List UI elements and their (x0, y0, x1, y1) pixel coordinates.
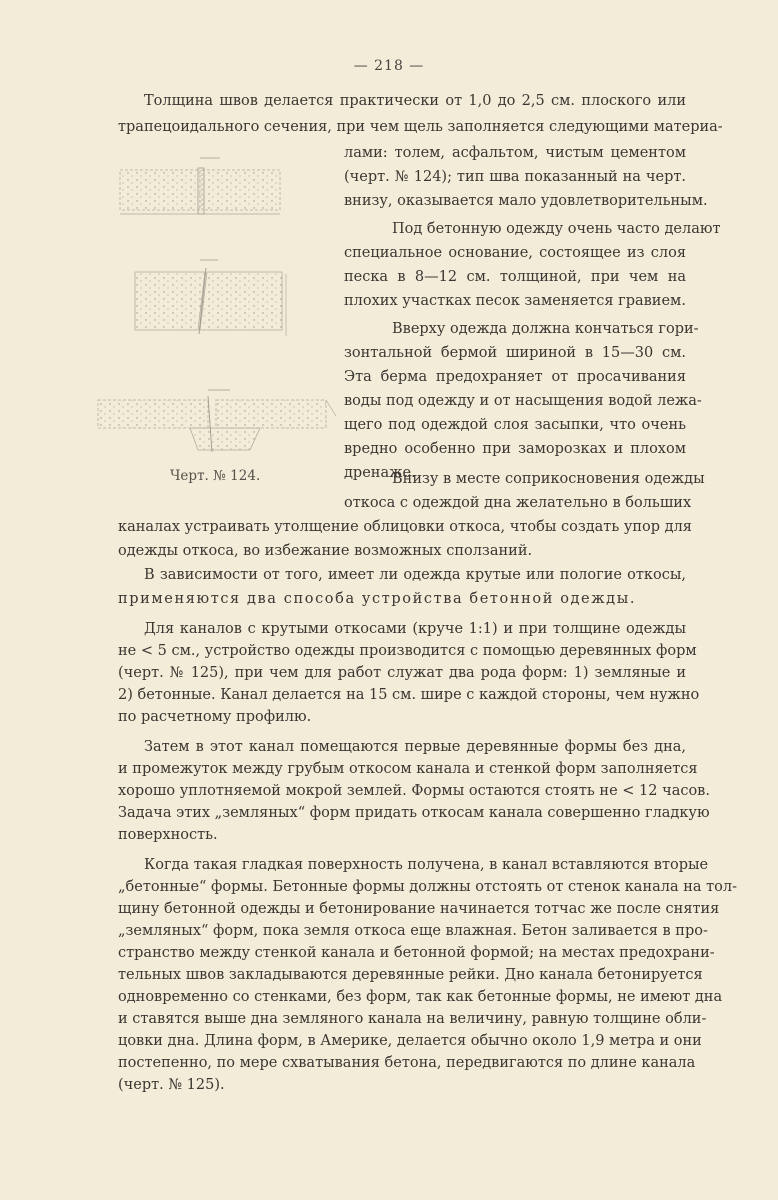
text-line: вредно особенно при заморозках и плохом (344, 441, 686, 457)
text-line: лами: толем, асфальтом, чистым цементом (344, 145, 686, 161)
text-line: Под бетонную одежду очень часто делают (392, 221, 721, 237)
text-line: поверхность. (118, 827, 218, 843)
text-line: В зависимости от того, имеет ли одежда крутые или пологие откосы, (144, 567, 686, 583)
text-line: Задача этих „земляных“ форм придать откосам канала совершенно гладкую (118, 805, 710, 821)
joint-sketch-1 (120, 158, 280, 214)
text-line: внизу, оказывается мало удовлетворительным. (344, 193, 708, 209)
text-line: „бетонные“ формы. Бетонные формы должны отстоять от стенок канала на тол- (118, 879, 738, 895)
text-line: Затем в этот канал помещаются первые деревянные формы без дна, (144, 739, 686, 755)
text-line: цовки дна. Длина форм, в Америке, делается обычно около 1,9 метра и они (118, 1033, 702, 1049)
text-line: „земляных“ форм, пока земля откоса еще влажная. Бетон заливается в про- (118, 923, 708, 939)
text-line: плохих участках песок заменяется гравием. (344, 293, 686, 309)
text-line: щину бетонной одежды и бетонирование начинается тотчас же после снятия (118, 901, 720, 917)
figure-caption: Черт. № 124. (170, 468, 261, 484)
text-line: Для каналов с крутыми откосами (круче 1:1) и при толщине одежды (144, 621, 686, 637)
text-line: одежды откоса, во избежание возможных сползаний. (118, 543, 533, 559)
text-line: применяются два способа устройства бетонной одежды. (118, 591, 637, 607)
text-line: Вверху одежда должна кончаться гори- (392, 321, 699, 337)
text-line: дренаже. (344, 465, 416, 481)
text-line: одновременно со стенками, без форм, так как бетонные формы, не имеют дна (118, 989, 723, 1005)
text-line: (черт. № 124); тип шва показанный на черт. (344, 169, 686, 185)
text-line: Внизу в месте соприкосновения одежды (392, 471, 705, 487)
text-line: постепенно, по мере схватывания бетона, передвигаются по длине канала (118, 1055, 696, 1071)
text-line: Эта берма предохраняет от просачивания (344, 369, 686, 385)
text-line: по расчетному профилю. (118, 709, 312, 725)
text-line: трапецоидального сечения, при чем щель заполняется следующими материа- (118, 119, 723, 135)
joint-sketches-figure (90, 150, 350, 490)
text-line: (черт. № 125). (118, 1077, 225, 1093)
joint-sketch-2 (135, 260, 286, 336)
text-line: тельных швов закладываются деревянные рейки. Дно канала бетонируется (118, 967, 703, 983)
text-line: хорошо уплотняемой мокрой землей. Формы остаются стоять не < 12 часов. (118, 783, 710, 799)
text-line: каналах устраивать утолщение облицовки откоса, чтобы создать упор для (118, 519, 692, 535)
text-line: не < 5 см., устройство одежды производится с помощью деревянных форм (118, 643, 697, 659)
text-line: странство между стенкой канала и бетонной формой; на местах предохрани- (118, 945, 715, 961)
text-line: 2) бетонные. Канал делается на 15 см. шире с каждой стороны, чем нужно (118, 687, 700, 703)
text-line: и промежуток между грубым откосом канала и стенкой форм заполняется (118, 761, 698, 777)
joint-sketch-3 (98, 390, 336, 452)
text-line: и ставятся выше дна земляного канала на величину, равную толщине обли- (118, 1011, 707, 1027)
page-number: — 218 — (353, 58, 425, 74)
text-line: щего под одеждой слоя засыпки, что очень (344, 417, 686, 433)
text-line: Когда такая гладкая поверхность получена, в канал вставляются вторые (144, 857, 709, 873)
text-line: воды под одежду и от насыщения водой лежа- (344, 393, 702, 409)
text-line: песка в 8—12 см. толщиной, при чем на (344, 269, 686, 285)
text-line: Толщина швов делается практически от 1,0 до 2,5 см. плоского или (144, 93, 686, 109)
text-line: специальное основание, состоящее из слоя (344, 245, 686, 261)
text-line: откоса с одеждой дна желательно в больших (344, 495, 692, 511)
text-line: (черт. № 125), при чем для работ служат два рода форм: 1) земляные и (118, 665, 686, 681)
text-line: зонтальной бермой шириной в 15—30 см. (344, 345, 686, 361)
